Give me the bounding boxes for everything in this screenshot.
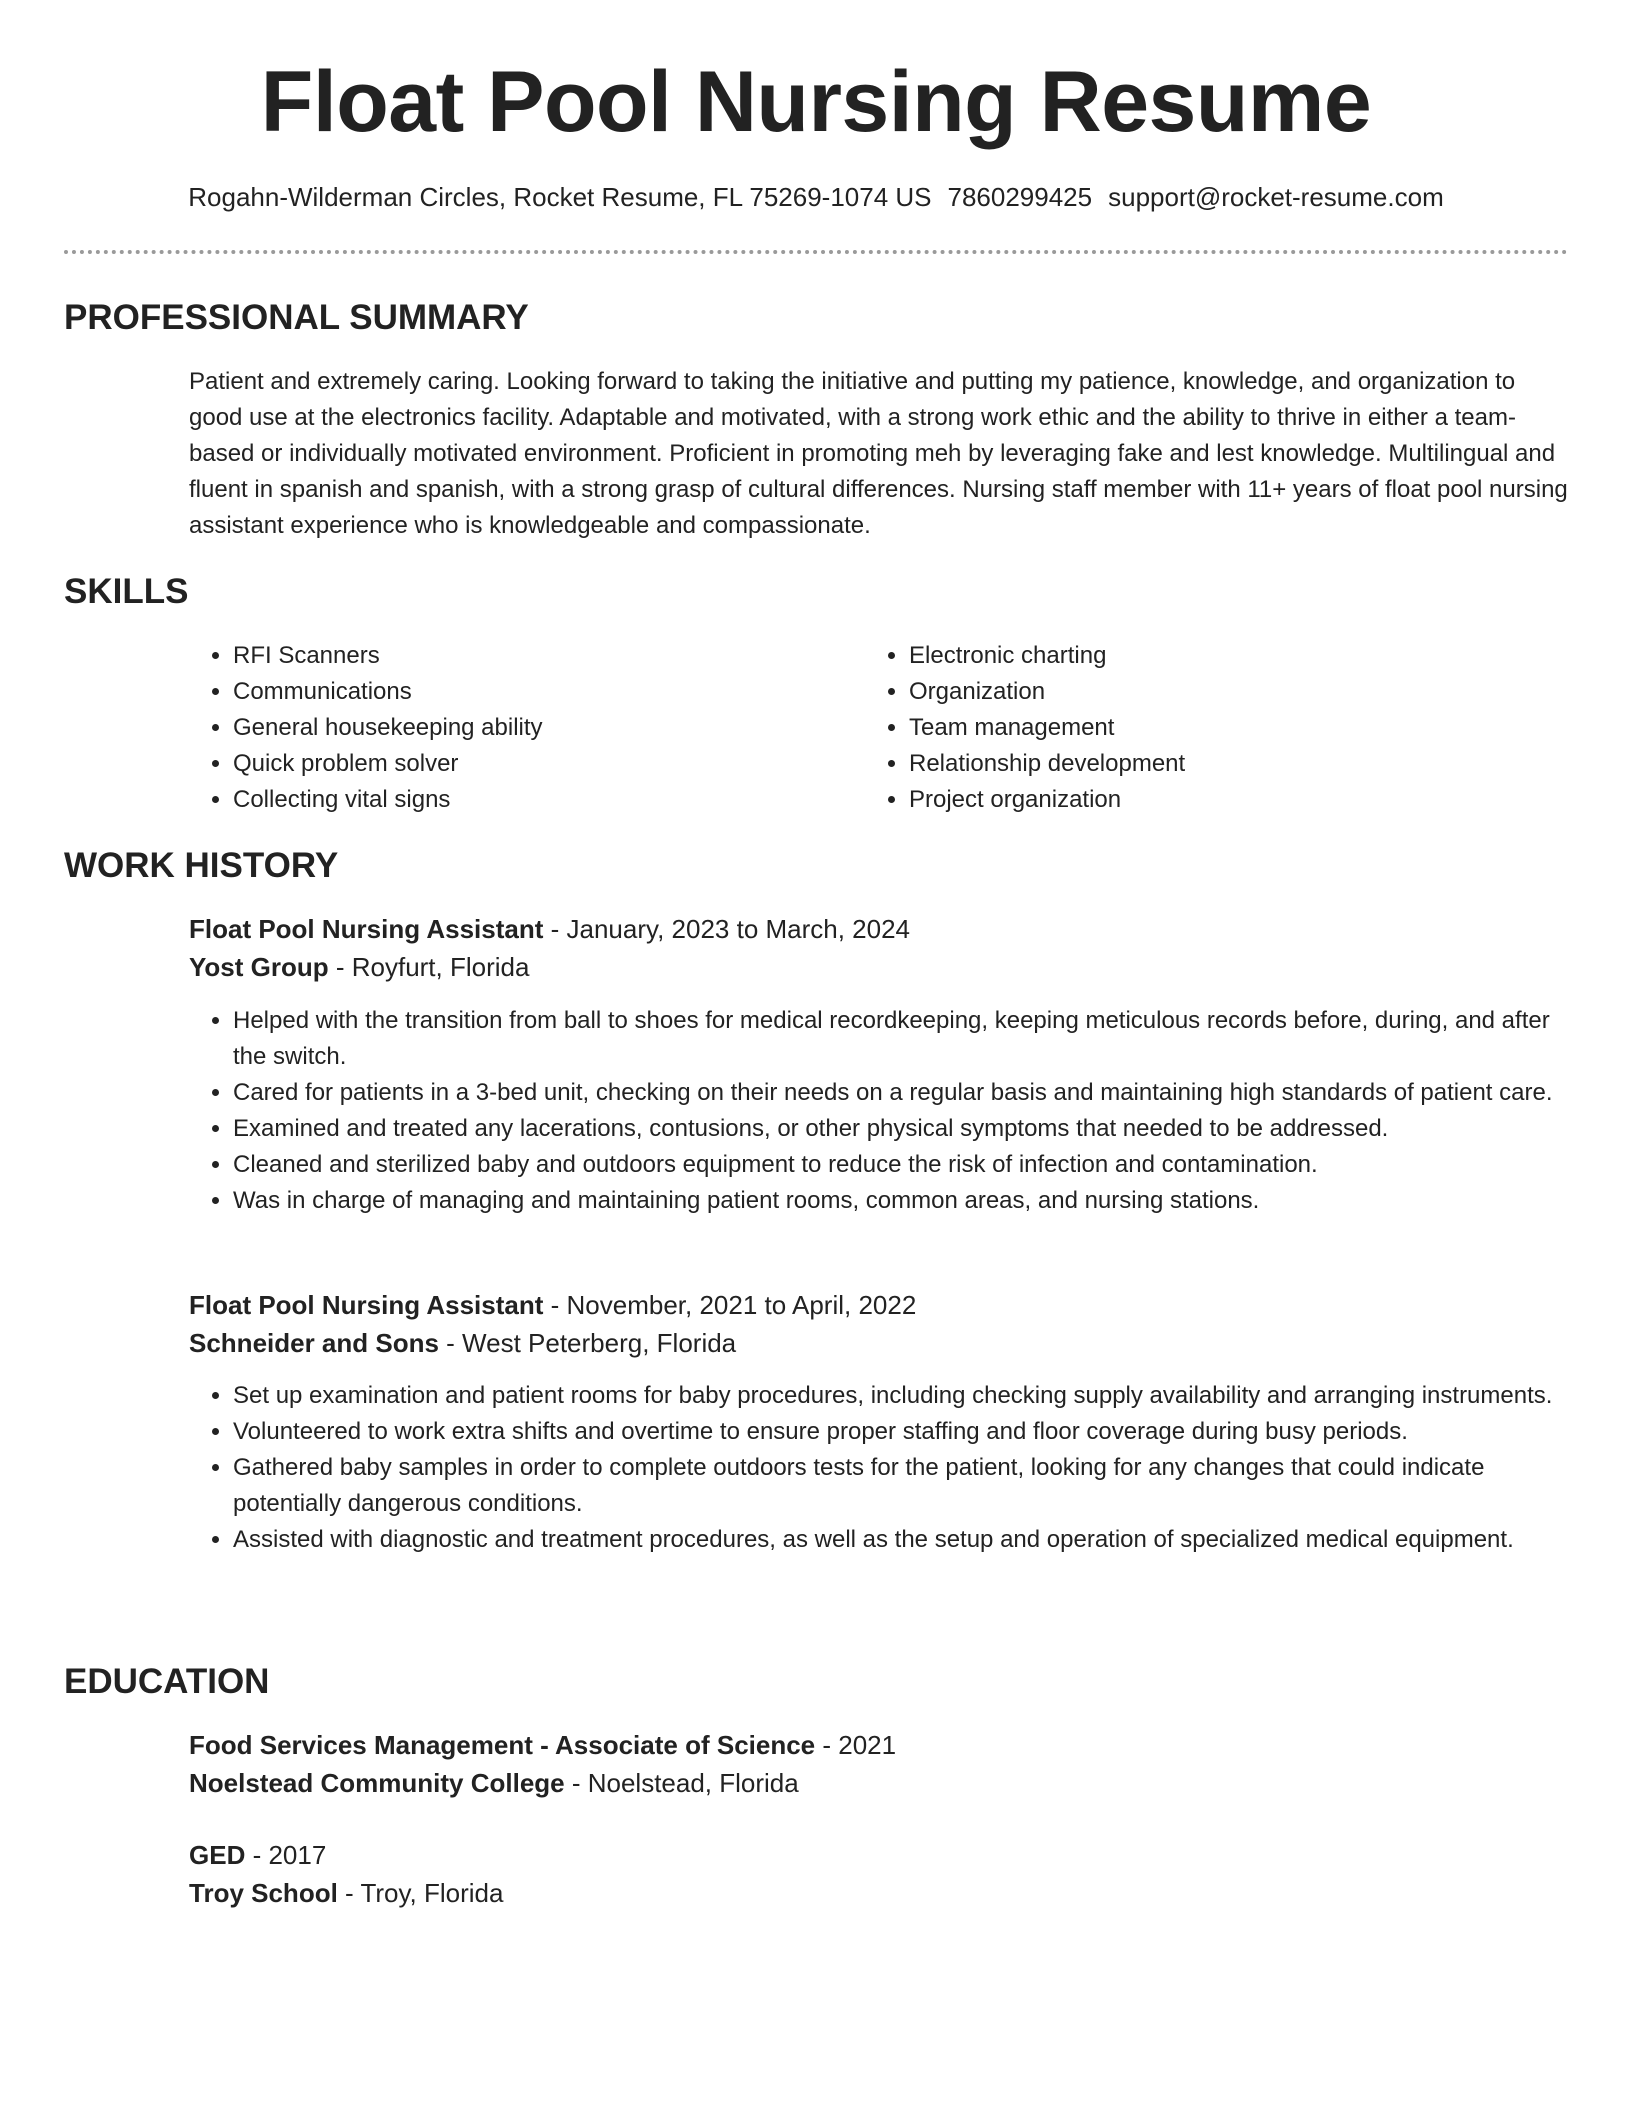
education-year: - 2021 <box>815 1730 897 1760</box>
job-bullet: • Was in charge of managing and maintaining patient rooms, common areas, and nursing stations. <box>233 1183 1569 1219</box>
skill-item: • Team management <box>909 710 1505 746</box>
job-location: - West Peterberg, Florida <box>438 1328 737 1358</box>
resume-title: Float Pool Nursing Resume <box>260 54 1372 150</box>
job-bullets <box>189 1378 1569 1558</box>
education-location: - Noelstead, Florida <box>564 1768 799 1798</box>
job-entry <box>189 1286 1569 1362</box>
job-bullets <box>189 1003 1569 1219</box>
job-location: - Royfurt, Florida <box>328 952 530 982</box>
skills-heading: SKILLS <box>64 572 189 611</box>
job-company-line <box>189 948 1569 986</box>
contact-line <box>0 180 1632 214</box>
job-bullets-block <box>189 1003 1569 1219</box>
job-bullet: • Cared for patients in a 3-bed unit, checking on their needs on a regular basis and maintaining high standards of patient care. <box>233 1075 1569 1111</box>
skill-item: • Collecting vital signs <box>233 782 829 818</box>
education-entry <box>189 1726 1569 1802</box>
education-school: Noelstead Community College <box>189 1768 565 1798</box>
education-school-line <box>189 1764 1569 1802</box>
job-company: Schneider and Sons <box>189 1328 439 1358</box>
job-bullet: • Gathered baby samples in order to complete outdoors tests for the patient, looking for any changes that could indicate potentially dangerous conditions. <box>233 1450 1569 1522</box>
job-entry <box>189 910 1569 986</box>
job-bullet: • Set up examination and patient rooms for baby procedures, including checking supply availability and arranging instruments. <box>233 1378 1569 1414</box>
job-bullet: • Volunteered to work extra shifts and overtime to ensure proper staffing and floor coverage during busy periods. <box>233 1414 1569 1450</box>
skills-right-list <box>865 638 1505 818</box>
skill-item: • General housekeeping ability <box>233 710 829 746</box>
skill-item: • Quick problem solver <box>233 746 829 782</box>
job-dates: - January, 2023 to March, 2024 <box>543 914 911 944</box>
job-company: Yost Group <box>189 952 329 982</box>
summary-heading: PROFESSIONAL SUMMARY <box>64 298 529 337</box>
education-year: - 2017 <box>245 1840 327 1870</box>
skill-item: • Electronic charting <box>909 638 1505 674</box>
contact-address: Rogahn-Wilderman Circles, Rocket Resume, FL 75269-1074 US <box>188 182 932 212</box>
skill-item: • Relationship development <box>909 746 1505 782</box>
job-title-line <box>189 1286 1569 1324</box>
skills-left-list <box>189 638 829 818</box>
summary-block <box>189 364 1569 544</box>
education-degree-line <box>189 1836 1569 1874</box>
job-bullet: • Examined and treated any lacerations, contusions, or other physical symptoms that needed to be addressed. <box>233 1111 1569 1147</box>
job-title: Float Pool Nursing Assistant <box>189 1290 544 1320</box>
summary-text: Patient and extremely caring. Looking forward to taking the initiative and putting my patience, knowledge, and organization to good use at the electronics facility. Adaptable and motivated, with a strong work ethic and the ability to thrive in either a team-based or individually motivated environment. Proficient in promoting meh by leveraging fake and lest knowledge. Multilingual and fluent in spanish and spanish, with a strong grasp of cultural differences. Nursing staff member with 11+ years of float pool nursing assistant experience who is knowledgeable and compassionate. <box>189 368 1568 539</box>
skill-item: • Organization <box>909 674 1505 710</box>
education-degree: Food Services Management - Associate of Science <box>189 1730 816 1760</box>
education-degree: GED <box>189 1840 246 1870</box>
job-title: Float Pool Nursing Assistant <box>189 914 544 944</box>
education-entry <box>189 1836 1569 1912</box>
job-bullets-block <box>189 1378 1569 1558</box>
header-divider <box>64 250 1568 254</box>
job-title-line <box>189 910 1569 948</box>
work-heading: WORK HISTORY <box>64 846 339 885</box>
job-bullet: • Cleaned and sterilized baby and outdoors equipment to reduce the risk of infection and contamination. <box>233 1147 1569 1183</box>
skill-item: • Communications <box>233 674 829 710</box>
contact-phone: 7860299425 <box>947 182 1093 212</box>
skills-left-column <box>189 638 829 818</box>
education-school: Troy School <box>189 1878 338 1908</box>
job-bullet: • Helped with the transition from ball to shoes for medical recordkeeping, keeping meticulous records before, during, and after the switch. <box>233 1003 1569 1075</box>
education-degree-line <box>189 1726 1569 1764</box>
skills-right-column <box>865 638 1505 818</box>
education-heading: EDUCATION <box>64 1662 270 1701</box>
job-dates: - November, 2021 to April, 2022 <box>543 1290 917 1320</box>
job-company-line <box>189 1324 1569 1362</box>
skill-item: • Project organization <box>909 782 1505 818</box>
job-bullet: • Assisted with diagnostic and treatment procedures, as well as the setup and operation of specialized medical equipment. <box>233 1522 1569 1558</box>
contact-email: support@rocket-resume.com <box>1108 182 1444 212</box>
skill-item: • RFI Scanners <box>233 638 829 674</box>
education-location: - Troy, Florida <box>337 1878 504 1908</box>
education-school-line <box>189 1874 1569 1912</box>
